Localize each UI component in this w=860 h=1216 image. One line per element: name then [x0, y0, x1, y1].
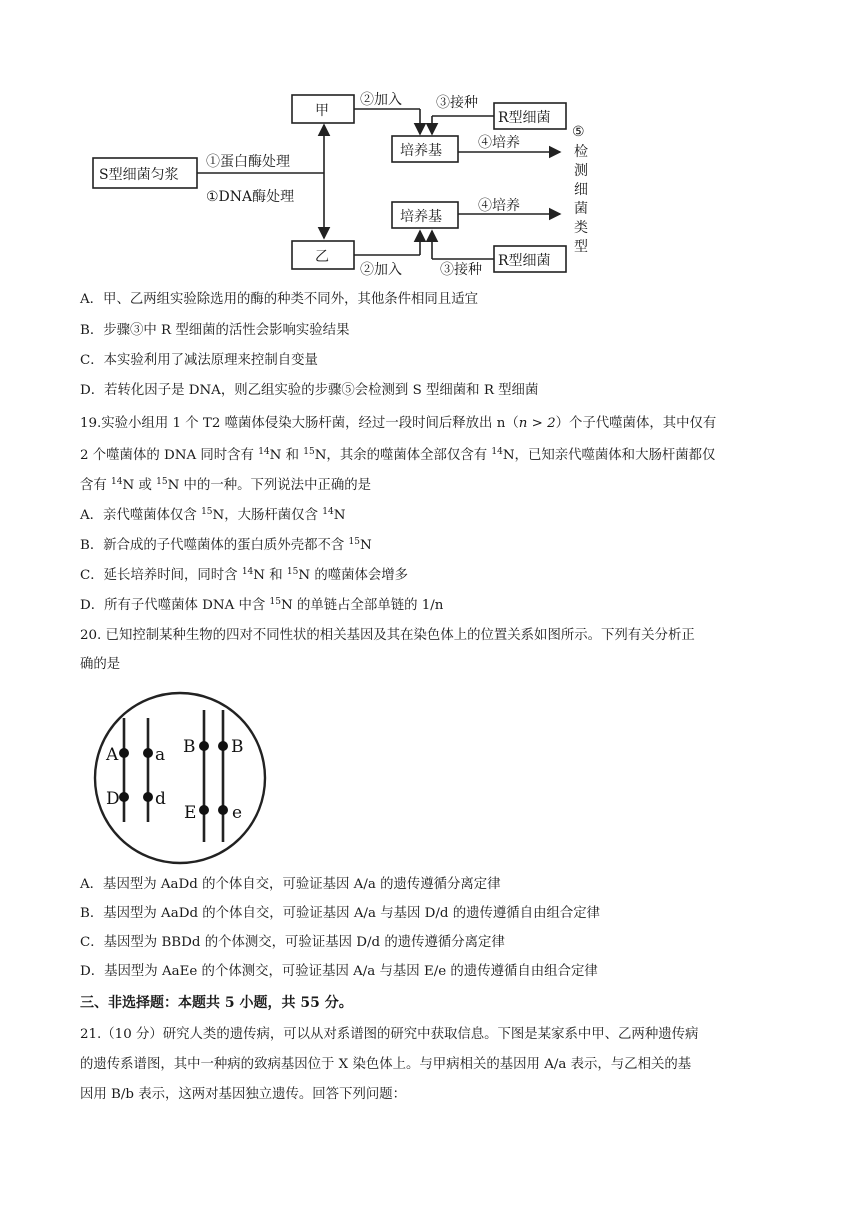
add-bottom-label: ②加入: [360, 262, 402, 278]
locus-a: [143, 748, 153, 758]
q21-line2: 的遗传系谱图，其中一种病的致病基因位于 X 染色体上。与甲病相关的基因用 A/a 表示，与乙相关的基: [80, 1057, 692, 1072]
q18-option-a: A．甲、乙两组实验除选用的酶的种类不同外，其他条件相同且适宜: [80, 292, 478, 307]
detect-char-5: 类: [574, 220, 588, 236]
label-E: E: [184, 803, 197, 823]
culture-bottom-label: ④培养: [478, 198, 520, 214]
label-d: d: [155, 789, 166, 809]
locus-A: [119, 748, 129, 758]
label-e: e: [232, 803, 243, 823]
locus-B1: [199, 741, 209, 751]
q18-option-b: B．步骤③中 R 型细菌的活性会影响实验结果: [80, 323, 350, 338]
q19-option-b: B．新合成的子代噬菌体的蛋白质外壳都不含 $^{15}$N: [80, 537, 372, 553]
inoculate-top-label: ③接种: [436, 95, 478, 111]
detect-char-4: 菌: [574, 201, 588, 217]
q20-stem-line2: 确的是: [80, 657, 121, 672]
detect-char-6: 型: [574, 239, 588, 255]
culture-top-label: ④培养: [478, 135, 520, 151]
add-top-label: ②加入: [360, 92, 402, 108]
experiment-flow-diagram: [0, 0, 860, 290]
q19-option-d: D．所有子代噬菌体 DNA 中含 $^{15}$N 的单链占全部单链的 1/n: [80, 597, 444, 613]
q20-option-c: C．基因型为 BBDd 的个体测交，可验证基因 D/d 的遗传遵循分离定律: [80, 935, 505, 950]
step1-bottom-label: ①DNA酶处理: [206, 189, 295, 205]
locus-D: [119, 792, 129, 802]
medium-top-label: 培养基: [400, 143, 442, 159]
label-D: D: [106, 789, 120, 809]
locus-e: [218, 805, 228, 815]
q20-option-a: A．基因型为 AaDd 的个体自交，可验证基因 A/a 的遗传遵循分离定律: [80, 877, 501, 892]
q18-option-c: C．本实验利用了减法原理来控制自变量: [80, 353, 318, 368]
q19-option-a: A．亲代噬菌体仅含 $^{15}$N，大肠杆菌仅含 $^{14}$N: [80, 507, 346, 523]
q19-stem-line1: 19.实验小组用 1 个 T2 噬菌体侵染大肠杆菌，经过一段时间后释放出 n（n > 2）个子代噬菌体，其中仅有: [80, 416, 717, 431]
q19-math: n > 2: [518, 416, 556, 431]
detect-char-0: ⑤: [572, 124, 585, 140]
q19-stem-line2: 2 个噬菌体的 DNA 同时含有 $^{14}$N 和 $^{15}$N，其余的噬菌体全部仅含有 $^{14}$N，已知亲代噬菌体和大肠杆菌都仅: [80, 447, 716, 463]
locus-d: [143, 792, 153, 802]
box-yi-label: 乙: [315, 249, 329, 265]
label-B1: B: [183, 737, 196, 757]
label-B2: B: [231, 737, 244, 757]
q20-option-d: D．基因型为 AaEe 的个体测交，可验证基因 A/a 与基因 E/e 的遗传遵循自由组合定律: [80, 964, 598, 979]
detect-char-2: 测: [574, 163, 588, 179]
cell-outline: [95, 693, 265, 863]
q20-stem-line1: 20. 已知控制某种生物的四对不同性状的相关基因及其在染色体上的位置关系如图所示。下列有关分析正: [80, 628, 695, 643]
r-cell-top-label: R型细菌: [498, 110, 551, 126]
detect-char-1: 检: [574, 144, 588, 160]
q19-stem-line3: 含有 $^{14}$N 或 $^{15}$N 中的一种。下列说法中正确的是: [80, 477, 372, 493]
locus-B2: [218, 741, 228, 751]
medium-bottom-label: 培养基: [400, 209, 442, 225]
q21-line1: 21.（10 分）研究人类的遗传病，可以从对系谱图的研究中获取信息。下图是某家系中甲、乙两种遗传病: [80, 1027, 699, 1042]
q19-option-c: C．延长培养时间，同时含 $^{14}$N 和 $^{15}$N 的噬菌体会增多: [80, 567, 409, 583]
box-jia-label: 甲: [315, 103, 329, 119]
inoculate-bottom-label: ③接种: [440, 262, 482, 278]
q18-option-d: D．若转化因子是 DNA，则乙组实验的步骤⑤会检测到 S 型细菌和 R 型细菌: [80, 383, 539, 398]
locus-E: [199, 805, 209, 815]
label-A: A: [106, 745, 119, 765]
source-box-label: S型细菌匀浆: [99, 167, 179, 183]
r-cell-bottom-label: R型细菌: [498, 253, 551, 269]
detect-char-3: 细: [574, 182, 588, 198]
step1-top-label: ①蛋白酶处理: [206, 154, 290, 170]
label-a: a: [155, 745, 166, 765]
q21-line3: 因用 B/b 表示，这两对基因独立遗传。回答下列问题：: [80, 1087, 407, 1102]
chromosome-diagram: [78, 690, 278, 870]
q20-option-b: B．基因型为 AaDd 的个体自交，可验证基因 A/a 与基因 D/d 的遗传遵循自由组合定律: [80, 906, 601, 921]
section-3-title: 三、非选择题：本题共 5 小题，共 55 分。: [80, 995, 353, 1011]
